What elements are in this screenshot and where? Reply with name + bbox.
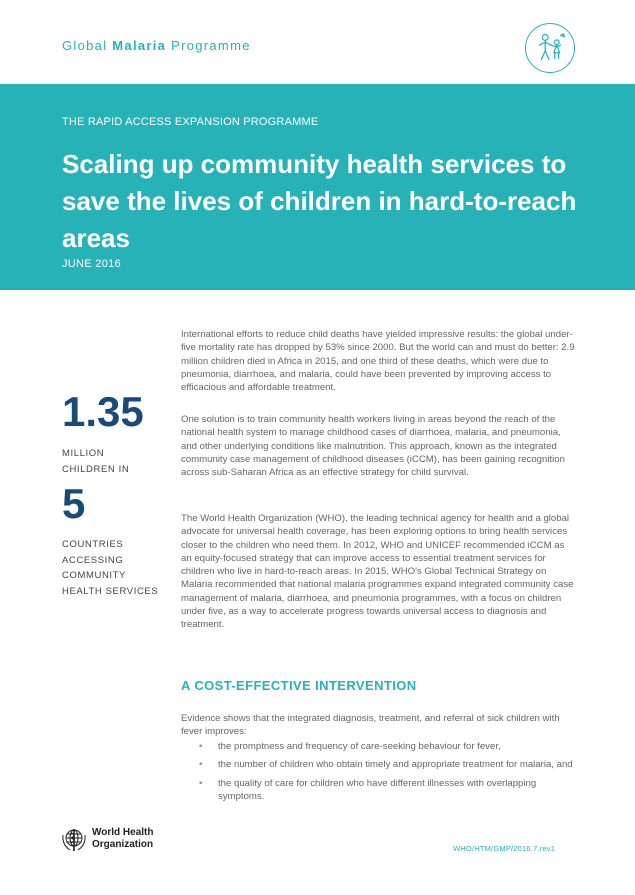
document-reference: WHO/HTM/GMP/2016.7.rev1 (453, 844, 556, 853)
banner-eyebrow: THE RAPID ACCESS EXPANSION PROGRAMME (62, 116, 319, 128)
benefits-list (181, 740, 577, 808)
body-paragraph: One solution is to train community health workers living in areas beyond the reach of the national health system to manage childhood cases of diarrhoea, malaria, and pneumonia, and other underlying conditions like malnutrition. This approach, known as the integrated community case management of childhood diseases (iCCM), has been gaining recognition across sub-Saharan Africa as an effective strategy for child survival. (181, 414, 565, 479)
stat-label-line: COMMUNITY (62, 570, 126, 581)
section-heading: A COST-EFFECTIVE INTERVENTION (181, 678, 417, 693)
title-banner (0, 84, 635, 290)
stat-value-children: 1.35 (62, 388, 144, 435)
top-bar (0, 0, 635, 84)
stat-label-line: ACCESSING (62, 554, 124, 566)
who-logo (60, 825, 180, 855)
who-line: Organization (92, 839, 154, 850)
stat-label-line: COUNTRIES (62, 539, 124, 550)
list-item: • the number of children who obtain timely and appropriate treatment for malaria, and (181, 758, 577, 771)
who-wordmark (92, 827, 153, 851)
who-line: World Health (92, 827, 154, 838)
stat-countries (62, 482, 172, 526)
children-malaria-icon (525, 23, 575, 73)
who-emblem-icon (60, 825, 88, 853)
document-title: Scaling up community health services to save the lives of children in hard-to-reach areas (62, 149, 577, 253)
programme-title: Global Malaria Programme (62, 38, 251, 53)
stat-children (62, 390, 172, 477)
stat-label-line: CHILDREN IN (62, 463, 130, 475)
body-paragraph: Evidence shows that the integrated diagnosis, treatment, and referral of sick children with fever improves: (181, 713, 560, 738)
list-item: • the promptness and frequency of care-seeking behaviour for fever, (181, 740, 577, 753)
stat-value-countries: 5 (62, 480, 86, 527)
body-paragraph: The World Health Organization (WHO), the leading technical agency for health and a global advocate for universal health coverage, has been exploring options to bring health services closer to the children who need them. In 2012, WHO and UNICEF recommended iCCM as an equity-focused strategy that can improve access to essential treatment services for children who live in hard-to-reach areas. In 2015, WHO's Global Technical Strategy on Malaria recommended that national malaria programmes expand integrated community case management of malaria, diarrhoea, and pneumonia programmes, with a focus on children under five, as a way to accelerate progress towards universal access to diagnosis and treatment. (181, 513, 574, 631)
stat-countries-label (62, 537, 172, 599)
stat-label-line: HEALTH SERVICES (62, 585, 159, 597)
list-item: • the quality of care for children who have different illnesses with overlapping symptoms. (181, 777, 577, 804)
body-paragraph: International efforts to reduce child deaths have yielded impressive results: the global under-five mortality rate has dropped by 53% since 2000. But the world can and must do better: 2.9 million children died in Africa in 2015, and one third of these deaths, which were due to pneumonia, diarrhoea, and malaria, could have been prevented by improving access to efficacious and affordable treatment. (181, 329, 575, 394)
publication-date: JUNE 2016 (62, 258, 121, 270)
stat-label-line: MILLION (62, 448, 105, 459)
